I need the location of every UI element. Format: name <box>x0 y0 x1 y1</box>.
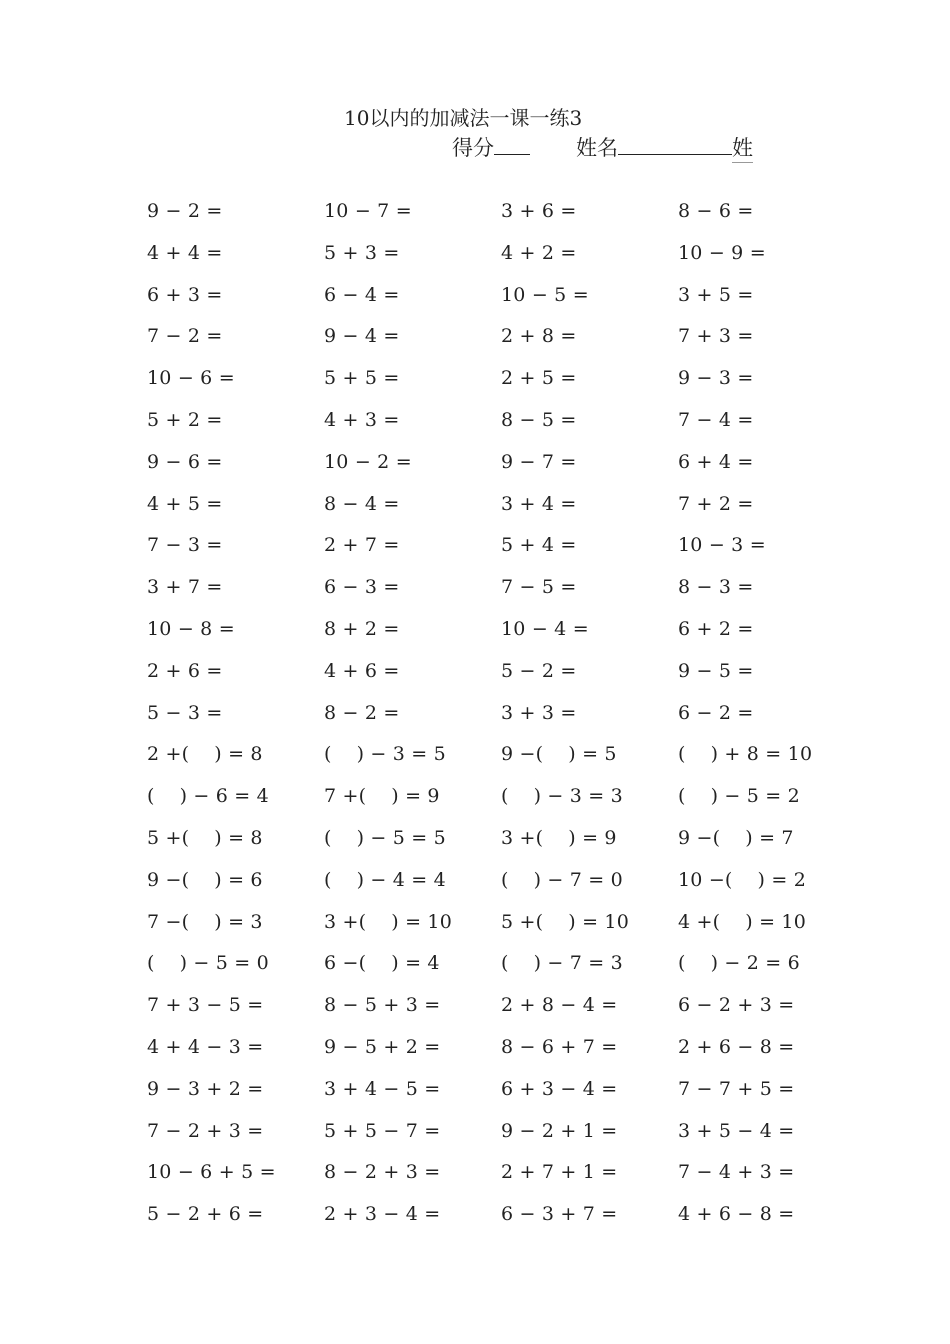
problem-item: 10 − 5 = <box>501 283 589 306</box>
problem-item: 4 + 3 = <box>324 409 400 431</box>
problem-item: 4 + 4 = <box>147 241 223 264</box>
header-line <box>452 132 753 163</box>
problem-item: 4 + 6 = <box>324 659 400 682</box>
problem-item: 7 − 2 = <box>147 325 223 348</box>
problem-item: 10 − 7 = <box>324 200 412 222</box>
problem-item: 9 −( ) = 6 <box>147 868 263 891</box>
problem-row <box>147 1034 847 1062</box>
problem-item: 8 − 4 = <box>324 492 400 515</box>
problem-item: ( ) − 7 = 3 <box>501 952 623 975</box>
problem-item: ( ) − 5 = 2 <box>678 785 800 808</box>
problem-item: 9 − 3 + 2 = <box>147 1077 264 1100</box>
problem-item: ( ) − 6 = 4 <box>147 785 269 808</box>
problem-row <box>147 741 847 769</box>
problem-row <box>147 950 847 978</box>
problem-item: 8 − 5 + 3 = <box>324 994 441 1017</box>
problem-item: 3 +( ) = 9 <box>501 827 617 849</box>
problem-item: ( ) − 3 = 5 <box>324 743 446 766</box>
problem-item: 8 − 6 = <box>678 200 754 222</box>
problem-item: 3 + 6 = <box>501 200 577 222</box>
problem-item: 10 − 6 + 5 = <box>147 1161 276 1184</box>
problem-item: 6 + 3 − 4 = <box>501 1077 618 1100</box>
problem-row <box>147 323 847 351</box>
problem-item: 10 − 3 = <box>678 534 766 557</box>
problem-item: 2 + 7 + 1 = <box>501 1161 618 1184</box>
problem-row <box>147 198 847 226</box>
name-label: 姓名 <box>576 136 618 160</box>
problem-item: ( ) − 5 = 5 <box>324 827 446 849</box>
problem-item: 7 − 4 = <box>678 409 754 431</box>
problem-item: 3 + 5 − 4 = <box>678 1119 795 1142</box>
problem-item: 5 +( ) = 10 <box>501 910 630 933</box>
problem-item: 10 − 9 = <box>678 241 766 264</box>
problem-item: 3 + 3 = <box>501 701 577 724</box>
problem-item: 10 − 2 = <box>324 450 412 473</box>
problem-item: 7 − 5 = <box>501 576 577 599</box>
problem-item: ( ) − 3 = 3 <box>501 785 623 808</box>
name-blank[interactable] <box>618 132 732 155</box>
problem-item: 7 − 4 + 3 = <box>678 1161 795 1184</box>
problem-row <box>147 282 847 310</box>
problem-item: 2 + 6 = <box>147 659 223 682</box>
problem-item: 5 + 2 = <box>147 409 223 431</box>
problem-item: 2 +( ) = 8 <box>147 743 263 766</box>
problem-item: ( ) − 2 = 6 <box>678 952 800 975</box>
problem-item: ( ) − 4 = 4 <box>324 868 446 891</box>
problem-item: 8 − 2 + 3 = <box>324 1161 441 1184</box>
problem-item: ( ) + 8 = 10 <box>678 743 813 766</box>
problem-row <box>147 1076 847 1104</box>
problem-row <box>147 783 847 811</box>
problem-item: 10 −( ) = 2 <box>678 868 807 891</box>
problem-item: 2 + 8 − 4 = <box>501 994 618 1017</box>
problem-item: 7 + 3 − 5 = <box>147 994 264 1017</box>
problem-item: 9 − 4 = <box>324 325 400 348</box>
problem-item: 9 −( ) = 5 <box>501 743 617 766</box>
problem-item: 9 − 7 = <box>501 450 577 473</box>
problem-item: 8 − 3 = <box>678 576 754 599</box>
problem-item: 5 − 3 = <box>147 701 223 724</box>
score-blank[interactable] <box>494 132 530 155</box>
problem-row <box>147 532 847 560</box>
problem-item: 7 + 2 = <box>678 492 754 515</box>
trailing-char: 姓 <box>732 134 753 163</box>
problem-item: 7 − 3 = <box>147 534 223 557</box>
problem-row <box>147 1159 847 1187</box>
problem-item: 4 + 6 − 8 = <box>678 1203 795 1226</box>
problem-item: 10 − 8 = <box>147 618 235 640</box>
problem-row <box>147 992 847 1020</box>
problem-row <box>147 700 847 728</box>
problem-item: 6 + 3 = <box>147 283 223 306</box>
problem-item: 4 +( ) = 10 <box>678 910 807 933</box>
problem-item: 6 − 4 = <box>324 283 400 306</box>
problem-row <box>147 407 847 435</box>
problem-item: 5 +( ) = 8 <box>147 827 263 849</box>
page-title: 10以内的加减法一课一练3 <box>344 106 583 130</box>
problem-item: 4 + 4 − 3 = <box>147 1036 264 1058</box>
problem-item: 8 − 2 = <box>324 701 400 724</box>
problem-row <box>147 616 847 644</box>
problem-item: 2 + 5 = <box>501 367 577 390</box>
problem-item: 4 + 5 = <box>147 492 223 515</box>
problem-item: 10 − 6 = <box>147 367 235 390</box>
problem-item: 5 + 5 − 7 = <box>324 1119 441 1142</box>
problem-item: 8 − 6 + 7 = <box>501 1036 618 1058</box>
problem-item: 9 − 2 + 1 = <box>501 1119 618 1142</box>
problem-row <box>147 491 847 519</box>
problem-item: 7 − 2 + 3 = <box>147 1119 264 1142</box>
problem-item: 8 − 5 = <box>501 409 577 431</box>
problem-item: 7 − 7 + 5 = <box>678 1077 795 1100</box>
problem-item: 2 + 3 − 4 = <box>324 1203 441 1226</box>
problem-item: 3 + 4 − 5 = <box>324 1077 441 1100</box>
problem-item: 9 − 5 = <box>678 659 754 682</box>
problem-item: 5 + 3 = <box>324 241 400 264</box>
problem-item: 2 + 6 − 8 = <box>678 1036 795 1058</box>
problem-item: 9 − 5 + 2 = <box>324 1036 441 1058</box>
problem-item: 9 − 3 = <box>678 367 754 390</box>
problem-item: 6 −( ) = 4 <box>324 952 440 975</box>
problem-row <box>147 909 847 937</box>
problem-item: 4 + 2 = <box>501 241 577 264</box>
problem-item: 10 − 4 = <box>501 618 589 640</box>
problem-item: 5 + 5 = <box>324 367 400 390</box>
problem-item: 9 −( ) = 7 <box>678 827 794 849</box>
problem-item: 7 −( ) = 3 <box>147 910 263 933</box>
problem-item: 5 + 4 = <box>501 534 577 557</box>
problem-item: ( ) − 5 = 0 <box>147 952 269 975</box>
problem-item: 9 − 6 = <box>147 450 223 473</box>
problem-item: 5 − 2 = <box>501 659 577 682</box>
problem-item: 2 + 7 = <box>324 534 400 557</box>
score-label: 得分 <box>452 136 494 160</box>
problem-row <box>147 574 847 602</box>
problem-item: 3 + 7 = <box>147 576 223 599</box>
problem-row <box>147 449 847 477</box>
problem-row <box>147 365 847 393</box>
problem-row <box>147 1201 847 1229</box>
problem-item: 7 +( ) = 9 <box>324 785 440 808</box>
problem-item: 6 − 2 = <box>678 701 754 724</box>
problem-item: 6 − 2 + 3 = <box>678 994 795 1017</box>
problem-row <box>147 825 847 853</box>
problem-item: 5 − 2 + 6 = <box>147 1203 264 1226</box>
problem-item: 3 +( ) = 10 <box>324 910 453 933</box>
problem-item: ( ) − 7 = 0 <box>501 868 623 891</box>
problem-item: 6 − 3 = <box>324 576 400 599</box>
problem-item: 6 + 4 = <box>678 450 754 473</box>
problem-item: 6 − 3 + 7 = <box>501 1203 618 1226</box>
problem-row <box>147 240 847 268</box>
problem-item: 2 + 8 = <box>501 325 577 348</box>
problem-item: 8 + 2 = <box>324 618 400 640</box>
problem-item: 9 − 2 = <box>147 200 223 222</box>
problem-row <box>147 1118 847 1146</box>
problem-item: 6 + 2 = <box>678 618 754 640</box>
problem-row <box>147 658 847 686</box>
problem-row <box>147 867 847 895</box>
problem-item: 3 + 5 = <box>678 283 754 306</box>
problem-item: 3 + 4 = <box>501 492 577 515</box>
problem-item: 7 + 3 = <box>678 325 754 348</box>
